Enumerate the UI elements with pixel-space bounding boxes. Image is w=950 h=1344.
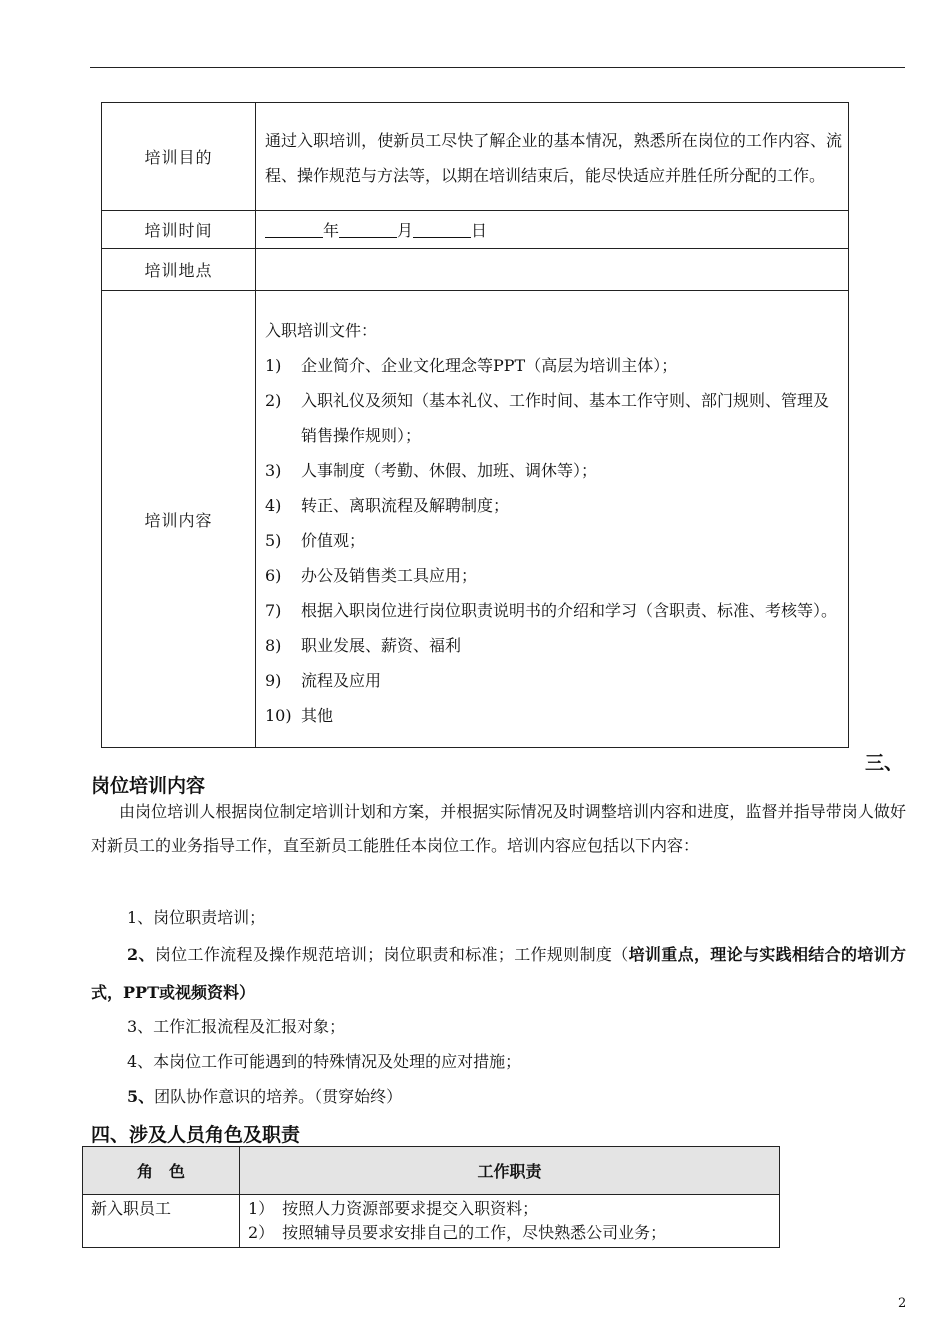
list-item-number: 3) (265, 461, 282, 480)
list-item-text: 人事制度（考勤、休假、加班、调休等）； (301, 461, 598, 480)
purpose-text: 通过入职培训，使新员工尽快了解企业的基本情况，熟悉所在岗位的工作内容、流程、操作规范与方法等，以期在培训结束后，能尽快适应并胜任所分配的工作。 (256, 103, 849, 211)
list-item-number: 5) (265, 531, 282, 550)
purpose-label: 培训目的 (102, 103, 256, 211)
list-item (265, 558, 842, 593)
list-item (265, 698, 842, 733)
list-item (265, 628, 842, 663)
time-label: 培训时间 (102, 211, 256, 249)
list-item-text: 其他 (301, 706, 334, 725)
list-item-number: 4) (265, 496, 282, 515)
table-row (83, 1195, 780, 1248)
role-header: 角 色 (83, 1147, 240, 1195)
list-item (265, 348, 842, 383)
content-list (265, 348, 842, 733)
table-row (102, 249, 849, 291)
list-item-text: 价值观； (301, 531, 366, 550)
training-info-table (101, 102, 849, 748)
role-cell: 新入职员工 (83, 1195, 240, 1248)
section3-paragraph: 由岗位培训人根据岗位制定培训计划和方案，并根据实际情况及时调整培训内容和进度，监督并指导带岗人做好对新员工的业务指导工作，直至新员工能胜任本岗位工作。培训内容应包括以下内容： (91, 802, 906, 855)
section3-title: 岗位培训内容 (91, 775, 206, 797)
page-number: 2 (898, 1296, 907, 1311)
section3-number: 三、 (865, 752, 904, 774)
time-value (256, 211, 849, 249)
year-blank (265, 220, 323, 238)
table-row (102, 211, 849, 249)
item2-emphasis: 培训重点，理论与实践相结合的培训方式，PPT或视频资料） (91, 945, 906, 1002)
content-cell (256, 291, 849, 748)
roles-table (82, 1146, 780, 1248)
table-row (102, 103, 849, 211)
content-intro: 入职培训文件： (265, 321, 378, 340)
list-item-text: 转正、离职流程及解聘制度； (301, 496, 510, 515)
list-item-number: 8) (265, 636, 282, 655)
list-item-number: 6) (265, 566, 282, 585)
list-item (91, 936, 906, 1012)
list-item (265, 383, 842, 453)
table-header-row (83, 1147, 780, 1195)
list-item (91, 1045, 906, 1079)
item5-number: 5、 (127, 1087, 155, 1106)
list-item (265, 593, 842, 628)
duty-item: 2） 按照辅导员要求安排自己的工作，尽快熟悉公司业务； (248, 1223, 667, 1242)
day-blank (413, 220, 471, 238)
list-item-text: 入职礼仪及须知（基本礼仪、工作时间、基本工作守则、部门规则、管理及销售操作规则）； (301, 391, 830, 445)
item1-text: 1、岗位职责培训； (127, 908, 266, 927)
year-text: 年 (323, 221, 340, 240)
list-item (265, 663, 842, 698)
list-item-text: 根据入职岗位进行岗位职责说明书的介绍和学习（含职责、标准、考核等）。 (301, 601, 838, 620)
list-item-number: 7) (265, 601, 282, 620)
list-item-text: 职业发展、薪资、福利 (301, 636, 462, 655)
duty-item: 1） 按照人力资源部要求提交入职资料； (248, 1199, 539, 1218)
list-item (91, 1010, 906, 1044)
section4-title: 四、涉及人员角色及职责 (91, 1124, 301, 1146)
table-row (102, 291, 849, 748)
list-item (265, 523, 842, 558)
duties-cell (240, 1195, 780, 1248)
list-item (91, 1080, 906, 1114)
list-item-number: 10) (265, 706, 292, 725)
duties-header: 工作职责 (240, 1147, 780, 1195)
header-rule (90, 67, 905, 68)
list-item-number: 1) (265, 356, 282, 375)
month-text: 月 (397, 221, 414, 240)
list-item (91, 901, 906, 935)
list-item (265, 488, 842, 523)
content-label: 培训内容 (102, 291, 256, 748)
item2-number: 2、 (127, 945, 155, 964)
list-item-number: 2) (265, 391, 282, 410)
list-item-number: 9) (265, 671, 282, 690)
place-value (256, 249, 849, 291)
item4-text: 4、本岗位工作可能遇到的特殊情况及处理的应对措施； (127, 1052, 522, 1071)
place-label: 培训地点 (102, 249, 256, 291)
list-item-text: 流程及应用 (301, 671, 382, 690)
item2-text: 岗位工作流程及操作规范培训；岗位职责和标准；工作规则制度（ (154, 945, 629, 964)
list-item (265, 453, 842, 488)
item5-text: 团队协作意识的培养。（贯穿始终） (154, 1087, 403, 1106)
month-blank (339, 220, 397, 238)
item3-text: 3、工作汇报流程及汇报对象； (127, 1017, 346, 1036)
list-item-text: 企业简介、企业文化理念等PPT（高层为培训主体）； (301, 356, 678, 375)
list-item-text: 办公及销售类工具应用； (301, 566, 478, 585)
day-text: 日 (471, 221, 488, 240)
